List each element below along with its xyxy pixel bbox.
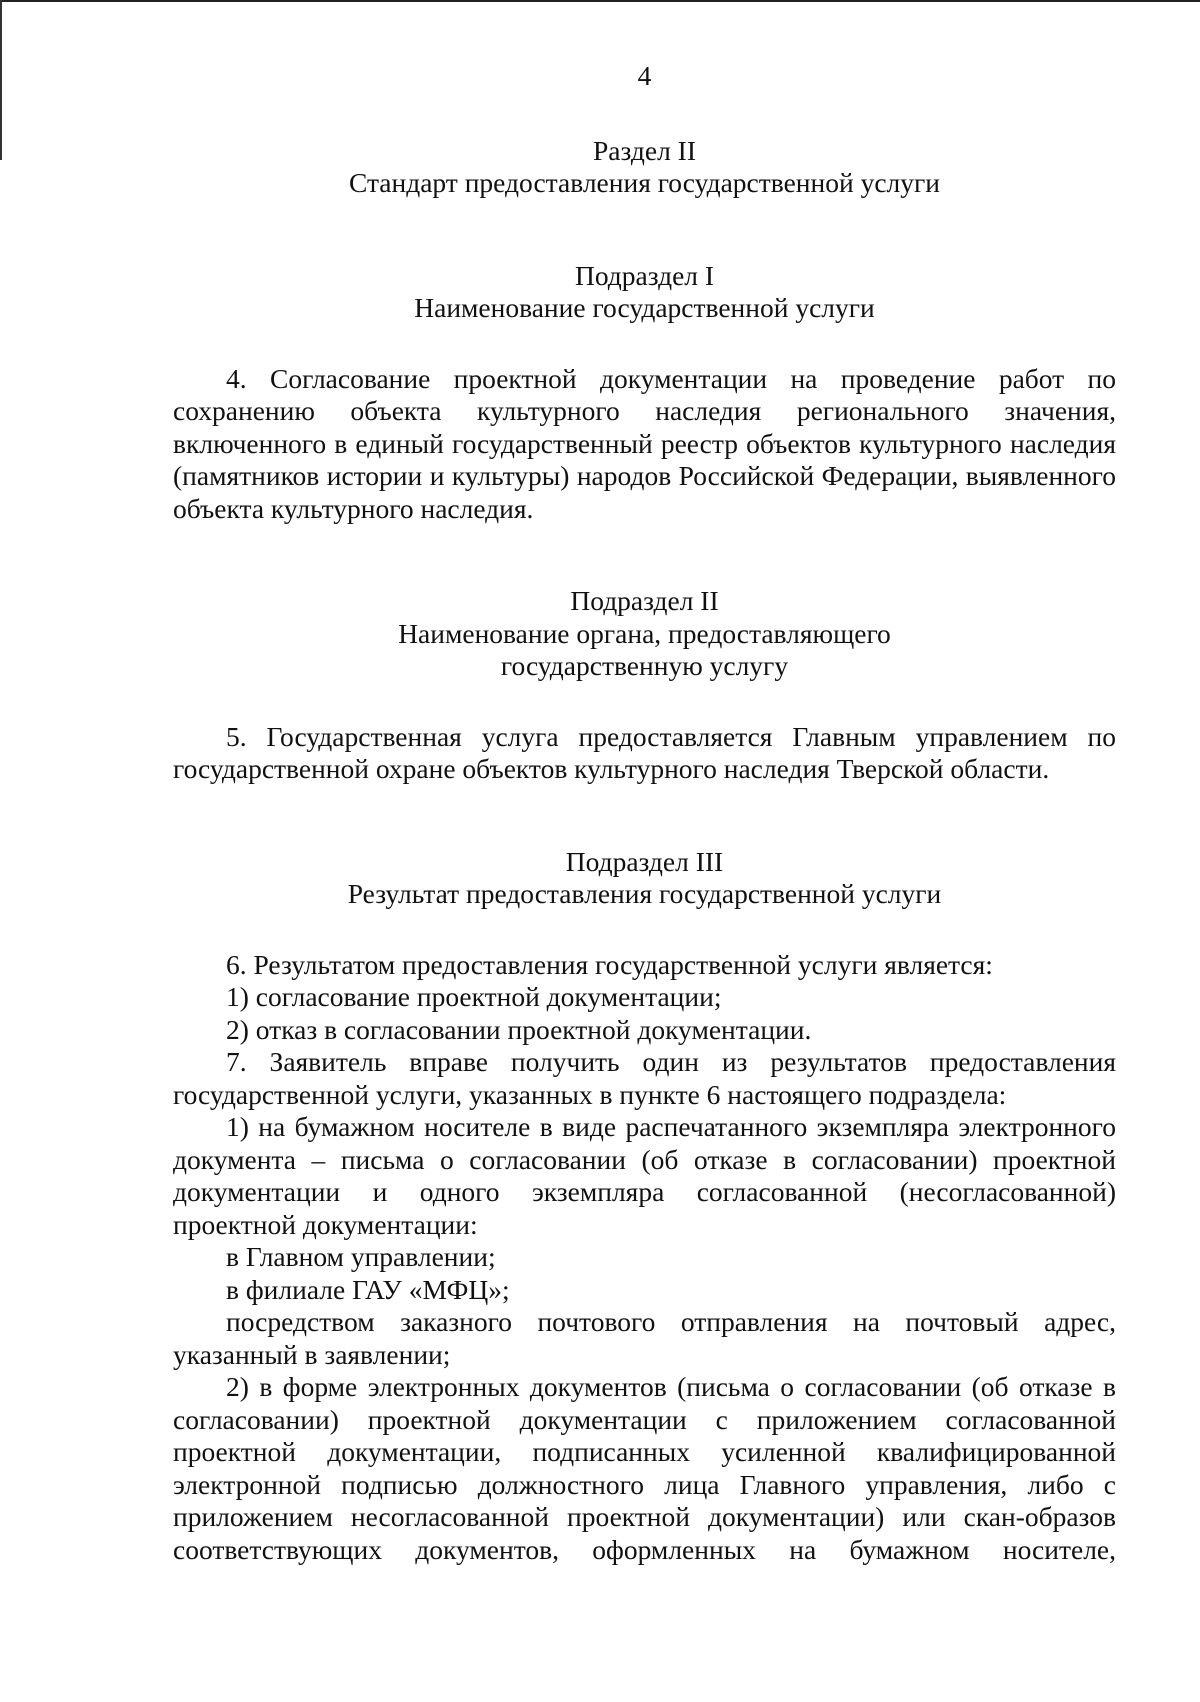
list-item: в филиале ГАУ «МФЦ»; <box>226 1273 510 1305</box>
paragraph-7: 7. Заявитель вправе получить один из результатов предоставления государственной услуги, указанных в пункте 6 настоящего подраздела: <box>173 1046 1116 1110</box>
list-item: посредством заказного почтового отправления на почтовый адрес, указанный в заявлении; <box>173 1306 1116 1370</box>
document-page <box>173 60 1116 1566</box>
subsection-title-line: государственную услугу <box>500 650 789 681</box>
subsection-label: Подраздел III <box>565 845 724 877</box>
section-title: Стандарт предоставления государственной услуги <box>348 167 941 198</box>
paragraph-5: 5. Государственная услуга предоставляется Главным управлением по государственной охране объектов культурного наследия Тверской области. <box>173 720 1116 784</box>
subsection-title: Наименование государственной услуги <box>414 292 875 323</box>
subsection-1-heading <box>173 260 1116 325</box>
section-heading <box>173 135 1116 200</box>
subsection-label: Подраздел II <box>570 585 719 616</box>
paragraph-4: 4. Согласование проектной документации на проведение работ по сохранению объекта культурного наследия регионального значения, включенного в единый государственный реестр объектов культурного наследия (памятников истории и культуры) народов Российской Федерации, выявленного объекта культурного наследия. <box>173 362 1116 524</box>
section-label: Раздел II <box>593 134 696 166</box>
list-item: в Главном управлении; <box>226 1241 496 1272</box>
list-item: 2) отказ в согласовании проектной документации. <box>226 1013 812 1045</box>
scan-left-edge <box>0 0 2 160</box>
paragraph-6: 6. Результатом предоставления государственной услуги является: <box>226 948 993 980</box>
scan-top-edge <box>0 0 1200 2</box>
subsection-2-heading <box>173 585 1116 683</box>
page-number: 4 <box>637 60 652 91</box>
subsection-3-heading <box>173 846 1116 911</box>
subsection-title-line: Наименование органа, предоставляющего <box>398 617 891 649</box>
subsection-label: Подраздел I <box>574 259 715 291</box>
subsection-title: Результат предоставления государственной услуги <box>347 878 942 909</box>
list-item: 1) на бумажном носителе в виде распечатанного экземпляра электронного документа – письма о согласовании (об отказе в согласовании) проектной документации и одного экземпляра согласованной (несогласованной) проектной документации: <box>173 1111 1116 1240</box>
list-item: 1) согласование проектной документации; <box>226 981 722 1012</box>
list-item: 2) в форме электронных документов (письма о согласовании (об отказе в согласовании) проектной документации с приложением согласованной проектной документации, подписанных усиленной квалифицированной электронной подписью должностного лица Главного управления, либо с приложением несогласованной проектной документации) или скан-образов соответствующих документов, оформленных на бумажном носителе, <box>173 1371 1116 1565</box>
